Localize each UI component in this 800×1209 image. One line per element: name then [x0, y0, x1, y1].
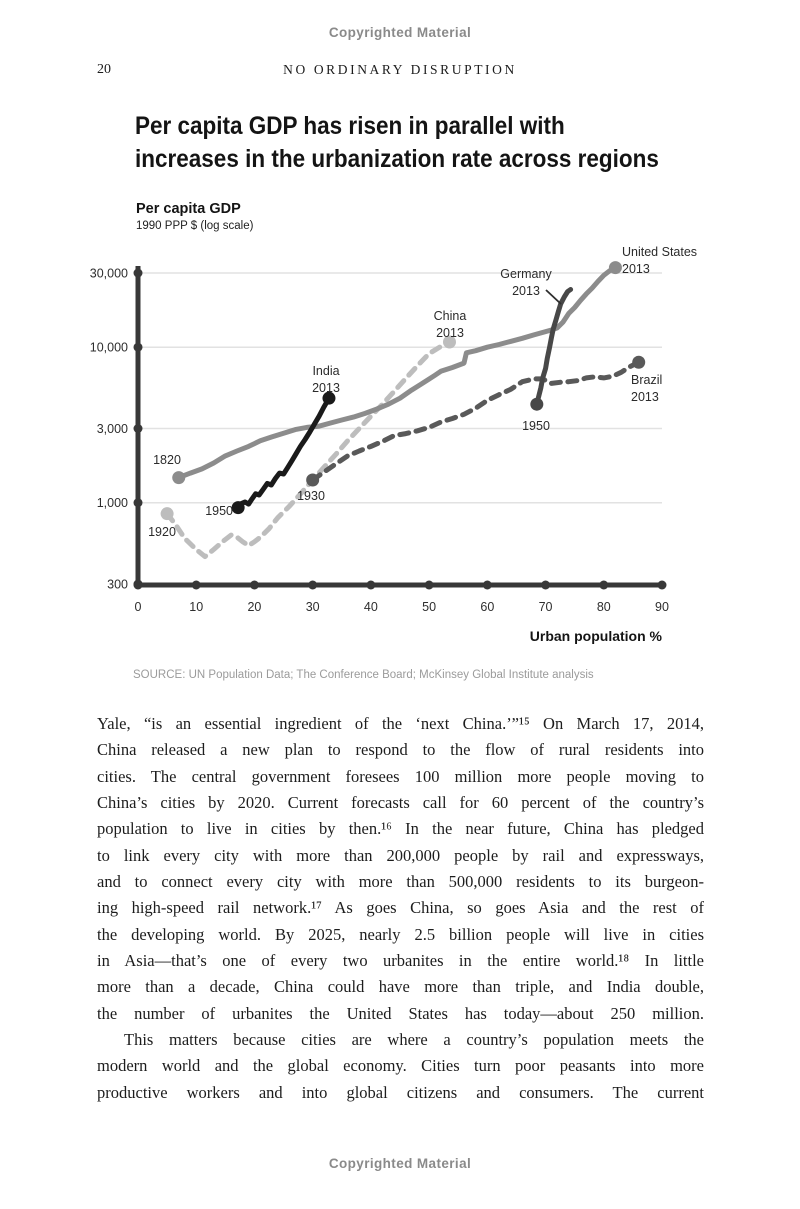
- x-tick-dot: [658, 581, 667, 590]
- x-tick-dot: [250, 581, 259, 590]
- x-tick-dot: [134, 581, 143, 590]
- figure-title-line2: increases in the urbanization rate across regions: [135, 145, 659, 173]
- x-tick-dot: [425, 581, 434, 590]
- x-tick-dot: [541, 581, 550, 590]
- marker-germany-start: [530, 398, 543, 411]
- x-tick-label: 30: [305, 600, 320, 614]
- copyright-notice-top: Copyrighted Material: [328, 25, 472, 40]
- x-tick-label: 70: [538, 600, 553, 614]
- series-china: [167, 342, 449, 557]
- label-china-1920: 1920: [148, 525, 176, 539]
- x-tick-dot: [366, 581, 375, 590]
- page-number: 20: [97, 62, 111, 77]
- body-line-p2-2: modern world and the global economy. Cities turn poor peasants into more: [97, 1056, 704, 1076]
- x-tick-dot: [599, 581, 608, 590]
- label-germany-1950: 1950: [522, 419, 550, 433]
- body-line-p1-8: ing high-speed rail network.¹⁷ As goes China, so goes Asia and the rest of: [97, 898, 704, 918]
- y-tick-dot: [134, 343, 143, 352]
- body-line-p1-9: the developing world. By 2025, nearly 2.5 billion people will live in cities: [97, 924, 704, 944]
- marker-china-start: [161, 507, 174, 520]
- series-brazil: [313, 362, 639, 480]
- figure-title-line1: Per capita GDP has risen in parallel with: [135, 112, 565, 140]
- x-tick-dot: [192, 581, 201, 590]
- body-text: [97, 711, 704, 1106]
- body-line-p1-2: China released a new plan to respond to the flow of rural residents into: [97, 740, 704, 760]
- x-axis-title: Urban population %: [529, 628, 662, 644]
- series-united-states: [179, 268, 616, 478]
- running-title: NO ORDINARY DISRUPTION: [283, 62, 517, 77]
- body-line-p1-1: Yale, “is an essential ingredient of the ‘next China.’”¹⁵ On March 17, 2014,: [97, 714, 704, 733]
- y-tick-label: 3,000: [96, 422, 128, 436]
- body-line-p1-6: to link every city with more than 200,000 people by rail and expressways,: [97, 845, 704, 865]
- marker-brazil-start: [306, 473, 319, 486]
- marker-united-states-end: [609, 261, 622, 274]
- marker-brazil-end: [632, 356, 645, 369]
- label-united-states-2013: United States 2013: [622, 245, 698, 276]
- y-axis-subtitle: 1990 PPP $ (log scale): [136, 220, 254, 232]
- x-tick-label: 10: [189, 600, 204, 614]
- y-tick-label: 300: [107, 577, 128, 592]
- y-axis-title: Per capita GDP: [136, 201, 241, 217]
- y-tick-label: 10,000: [89, 340, 128, 355]
- label-india-2013: India 2013: [312, 364, 340, 395]
- y-tick-label: 1,000: [96, 496, 128, 511]
- x-tick-label: 80: [596, 600, 611, 614]
- label-india-1950: 1950: [205, 504, 233, 518]
- x-tick-label: 0: [134, 600, 142, 614]
- body-line-p1-11: more than a decade, China could have more than triple, and India double,: [97, 977, 704, 997]
- body-line-p1-7: and to connect every city with more than 500,000 residents to its burgeon-: [97, 872, 704, 892]
- x-tick-label: 40: [363, 600, 378, 614]
- body-line-p1-4: China’s cities by 2020. Current forecasts call for 60 percent of the country’s: [97, 793, 704, 813]
- label-germany-2013: Germany 2013: [500, 267, 552, 298]
- body-line-p2-1: This matters because cities are where a country’s population meets the: [124, 1030, 704, 1050]
- y-tick-dot: [134, 424, 143, 433]
- x-tick-label: 60: [480, 600, 495, 614]
- y-tick-dot: [134, 498, 143, 507]
- label-brazil-1930: 1930: [297, 489, 325, 503]
- label-brazil-2013: Brazil 2013: [631, 373, 663, 404]
- body-line-p1-3: cities. The central government foresees 100 million more people moving to: [97, 766, 704, 786]
- copyright-notice-bottom: Copyrighted Material: [328, 1156, 472, 1171]
- x-tick-label: 50: [422, 600, 437, 614]
- source-note: SOURCE: UN Population Data; The Conference Board; McKinsey Global Institute analysis: [133, 669, 594, 681]
- body-line-p1-12: the number of urbanites the United States has today—about 250 million.: [97, 1003, 704, 1023]
- x-tick-label: 90: [655, 600, 669, 614]
- body-line-p1-5: population to live in cities by then.¹⁶ In the near future, China has pledged: [97, 819, 704, 839]
- x-tick-dot: [308, 581, 317, 590]
- y-tick-label: 30,000: [89, 266, 128, 281]
- body-line-p1-10: in Asia—that’s one of every two urbanites in the entire world.¹⁸ In little: [97, 951, 704, 971]
- x-tick-dot: [483, 581, 492, 590]
- x-tick-label: 20: [247, 600, 262, 614]
- y-tick-dot: [134, 269, 143, 278]
- pointer-germany-2013: [546, 290, 561, 304]
- label-us-1820: 1820: [153, 453, 181, 467]
- marker-united-states-start: [172, 471, 185, 484]
- label-china-2013: China 2013: [433, 309, 467, 340]
- body-line-p2-3: productive workers and into global citizens and consumers. The current: [97, 1082, 704, 1102]
- marker-india-start: [232, 501, 245, 514]
